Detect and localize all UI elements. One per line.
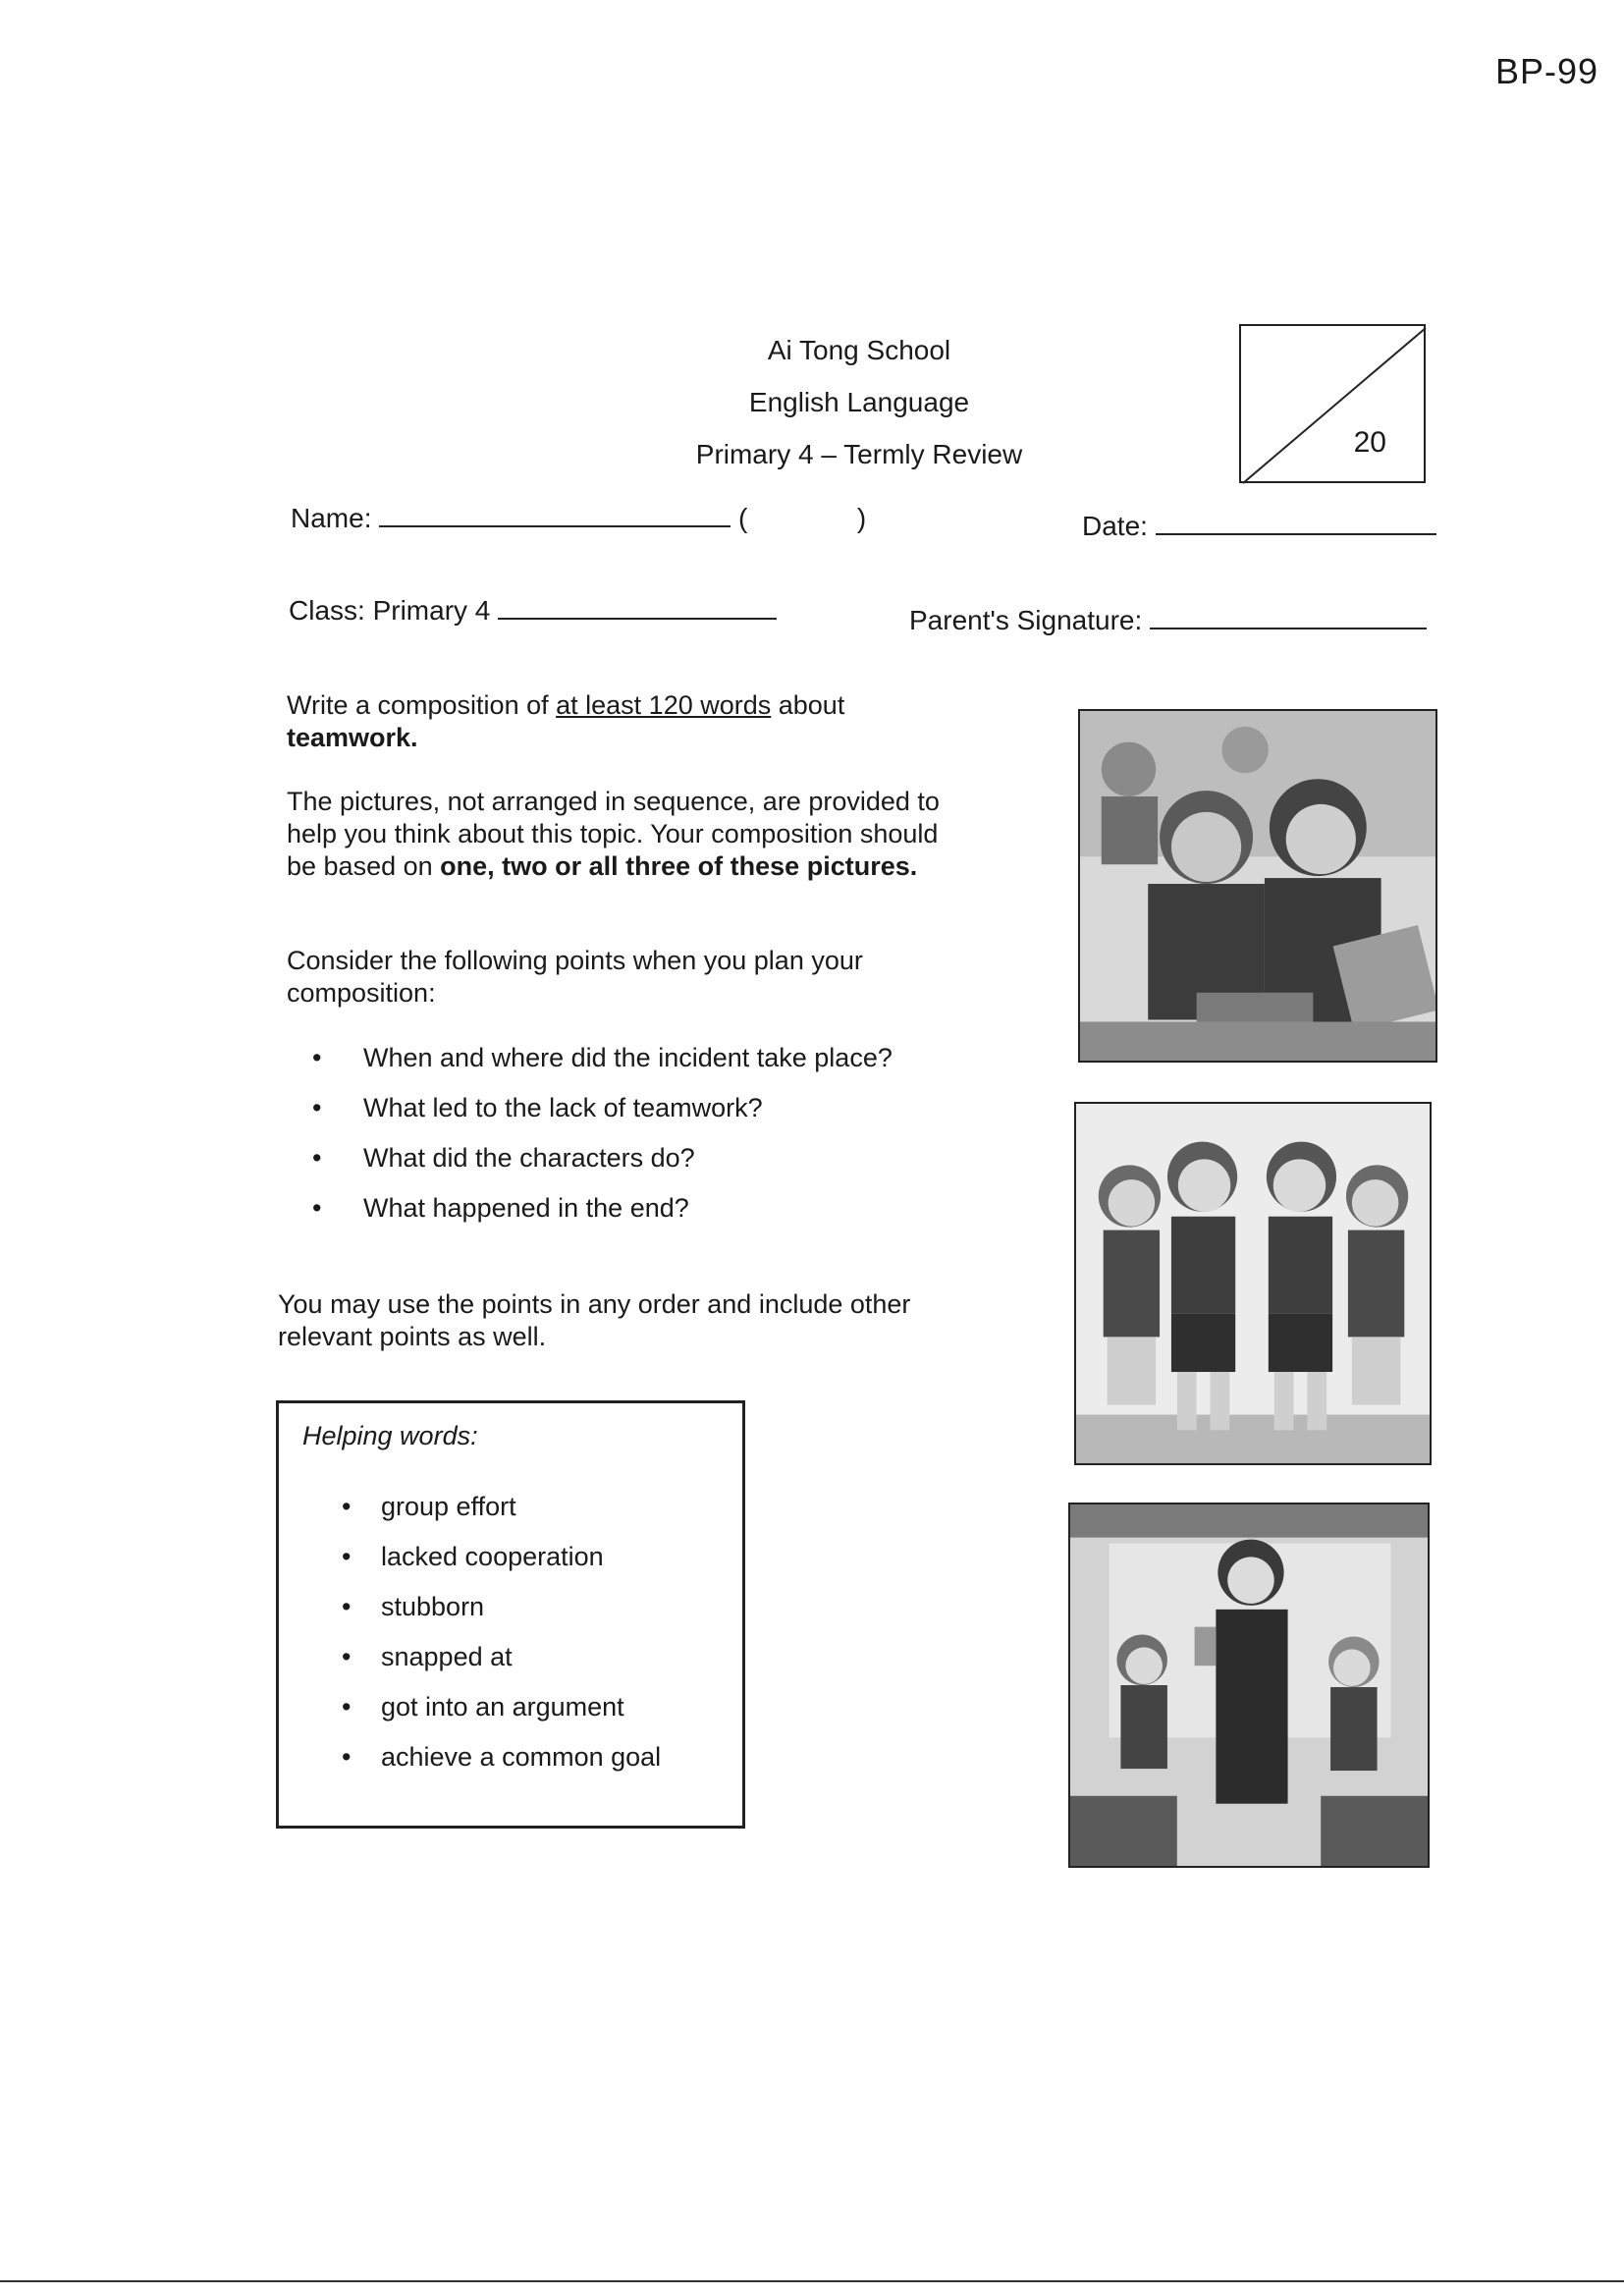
list-item: • got into an argument [342, 1682, 661, 1732]
list-item: • When and where did the incident take place? [312, 1033, 893, 1083]
helping-words-list [342, 1482, 661, 1782]
helping-words-box [276, 1400, 745, 1829]
task-intro: Write a composition of [287, 690, 557, 720]
list-item: • What led to the lack of teamwork? [312, 1083, 893, 1133]
index-close: ) [856, 503, 867, 533]
use-note: You may use the points in any order and include other relevant points as well. [278, 1289, 911, 1351]
list-item: • lacked cooperation [342, 1532, 661, 1582]
pictures-note [287, 786, 954, 883]
class-label: Class: Primary 4 [289, 595, 491, 626]
class-line[interactable] [498, 618, 777, 620]
signature-field[interactable] [909, 605, 1427, 636]
list-item: • snapped at [342, 1632, 661, 1682]
task-intro-end: about [771, 690, 845, 720]
bottom-rule [0, 2280, 1624, 2282]
index-open: ( [738, 503, 748, 533]
signature-label: Parent's Signature: [909, 605, 1143, 635]
school-name: Ai Tong School [767, 335, 951, 365]
helping-words-title: Helping words: [302, 1421, 478, 1450]
list-item: • What did the characters do? [312, 1133, 893, 1183]
date-label: Date: [1082, 511, 1148, 541]
picture-2-children-arguing [1074, 1102, 1432, 1465]
pictures-note-text: The pictures, not arranged in sequence, are provided to help you think about this topic. Your composition should be based on [287, 787, 940, 881]
list-item: • group effort [342, 1482, 661, 1532]
date-line[interactable] [1156, 533, 1436, 535]
class-field[interactable] [289, 595, 777, 627]
consider-text: Consider the following points when you plan your composition: [287, 946, 863, 1008]
list-item: • achieve a common goal [342, 1732, 661, 1782]
paper-title: Primary 4 – Termly Review [695, 439, 1023, 469]
score-total: 20 [1353, 426, 1386, 459]
pictures-note-emphasis: one, two or all three of these pictures. [440, 851, 918, 881]
date-field[interactable] [1082, 511, 1436, 542]
list-item: • stubborn [342, 1582, 661, 1632]
subject-name: English Language [748, 387, 970, 417]
picture-3-teacher-trophy [1068, 1503, 1430, 1868]
task-instruction [287, 689, 974, 754]
task-topic: teamwork. [287, 723, 418, 752]
name-line[interactable] [379, 525, 731, 527]
name-field[interactable] [291, 503, 866, 534]
score-box [1239, 324, 1426, 483]
picture-1-laptop-pupils [1078, 709, 1437, 1063]
document-code: BP-99 [1494, 51, 1598, 91]
guiding-points [312, 1033, 893, 1233]
list-item: • What happened in the end? [312, 1183, 893, 1233]
signature-line[interactable] [1150, 628, 1427, 629]
name-label: Name: [291, 503, 372, 533]
score-diagonal [1241, 326, 1428, 485]
word-count: at least 120 words [556, 690, 772, 720]
